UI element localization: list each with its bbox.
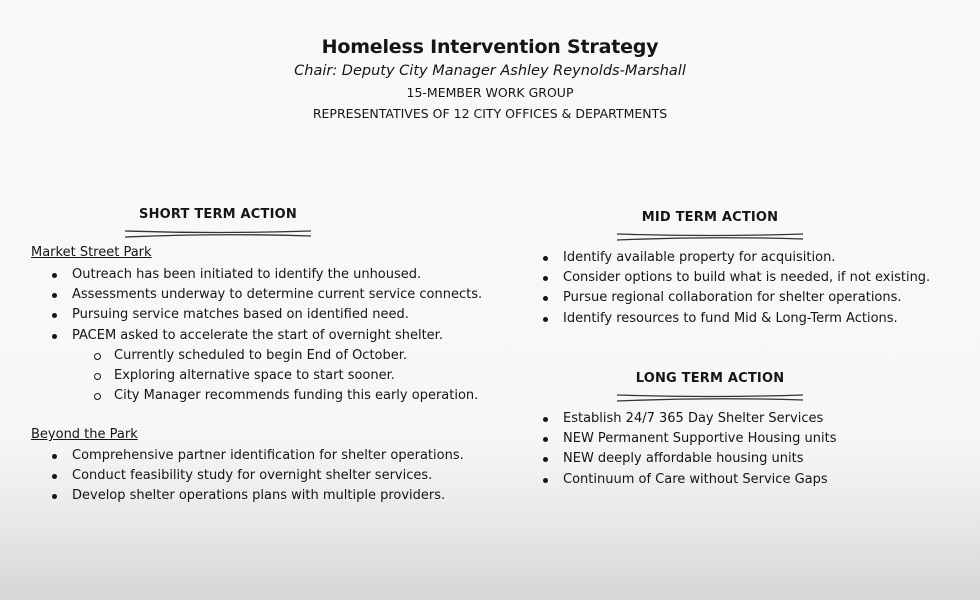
mid-term-heading-label: MID TERM ACTION	[641, 210, 779, 225]
work-group-line: 15-MEMBER WORK GROUP	[406, 85, 574, 100]
list-item: Pursuing service matches based on identified need.	[72, 305, 482, 325]
list-item: Develop shelter operations plans with multiple providers.	[72, 486, 464, 506]
list-item: NEW deeply affordable housing units	[563, 449, 837, 469]
list-item: Establish 24/7 365 Day Shelter Services	[563, 409, 837, 429]
bullet-icon	[52, 474, 57, 479]
slide-header	[0, 34, 980, 124]
sub-list-item: Exploring alternative space to start sooner.	[72, 366, 482, 386]
slide-title: Homeless Intervention Strategy	[321, 36, 659, 58]
bullet-icon	[543, 457, 548, 462]
hollow-bullet-icon	[94, 373, 101, 380]
bullet-icon	[543, 296, 548, 301]
list-item: Identify available property for acquisition.	[563, 248, 930, 268]
short-term-heading-label: SHORT TERM ACTION	[139, 207, 297, 222]
bullet-icon	[543, 256, 548, 261]
bullet-icon	[543, 437, 548, 442]
long-term-heading	[610, 371, 810, 404]
list-item: PACEM asked to accelerate the start of overnight shelter.	[72, 326, 482, 346]
long-term-list	[563, 409, 837, 490]
representatives-line: REPRESENTATIVES OF 12 CITY OFFICES & DEPARTMENTS	[312, 106, 668, 121]
bullet-icon	[52, 334, 57, 339]
list-item: Identify resources to fund Mid & Long-Term Actions.	[563, 309, 930, 329]
market-street-park-label: Market Street Park	[31, 245, 152, 260]
hollow-bullet-icon	[94, 393, 101, 400]
list-item: Consider options to build what is needed, if not existing.	[563, 268, 930, 288]
bullet-icon	[52, 273, 57, 278]
sub-list-item: Currently scheduled to begin End of October.	[72, 346, 482, 366]
list-item: Assessments underway to determine current service connects.	[72, 285, 482, 305]
short-term-heading	[118, 207, 318, 240]
mid-term-heading	[610, 210, 810, 243]
list-item: NEW Permanent Supportive Housing units	[563, 429, 837, 449]
long-term-heading-label: LONG TERM ACTION	[635, 371, 785, 386]
list-item: Continuum of Care without Service Gaps	[563, 470, 837, 490]
beyond-the-park-list	[72, 446, 464, 507]
bullet-icon	[543, 317, 548, 322]
list-item: Conduct feasibility study for overnight shelter services.	[72, 466, 464, 486]
chair-line: Chair: Deputy City Manager Ashley Reynolds-Marshall	[294, 63, 686, 79]
hollow-bullet-icon	[94, 353, 101, 360]
market-street-park-list	[72, 265, 482, 406]
list-item: Outreach has been initiated to identify the unhoused.	[72, 265, 482, 285]
list-item: Pursue regional collaboration for shelter operations.	[563, 288, 930, 308]
bullet-icon	[52, 313, 57, 318]
bullet-icon	[543, 478, 548, 483]
bullet-icon	[543, 276, 548, 281]
long-term-underline	[615, 392, 805, 404]
sub-list-item: City Manager recommends funding this early operation.	[72, 386, 482, 406]
list-item: Comprehensive partner identification for shelter operations.	[72, 446, 464, 466]
mid-term-underline	[615, 231, 805, 243]
bullet-icon	[543, 417, 548, 422]
bullet-icon	[52, 454, 57, 459]
bullet-icon	[52, 293, 57, 298]
beyond-the-park-label: Beyond the Park	[31, 427, 138, 442]
bullet-icon	[52, 494, 57, 499]
short-term-underline	[123, 228, 313, 240]
mid-term-list	[563, 248, 930, 329]
